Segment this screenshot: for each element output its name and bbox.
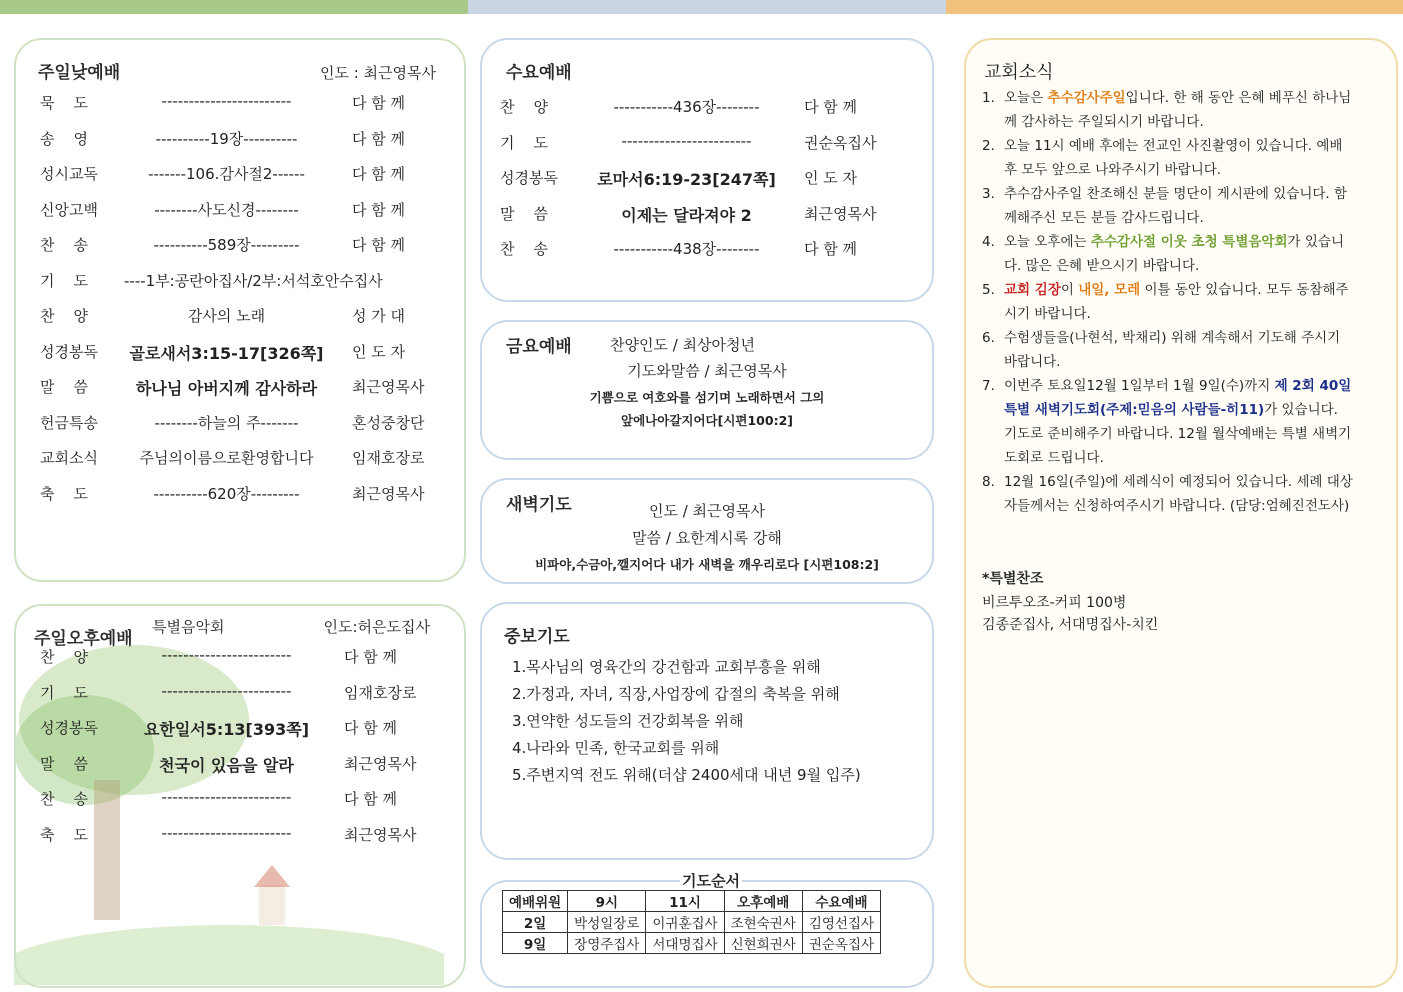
order-row xyxy=(16,163,464,187)
news-item xyxy=(982,326,1354,374)
order-person: 임재호장로 xyxy=(344,683,417,702)
leader-text: 인도 : 최근영목사 xyxy=(319,64,436,82)
order-row xyxy=(16,270,464,294)
news-number: 3. xyxy=(982,186,995,202)
order-label: 말 씀 xyxy=(40,754,89,773)
order-label: 찬 송 xyxy=(500,240,549,258)
panel-title: 교회소식 xyxy=(984,62,1054,83)
order-person: 다 함 께 xyxy=(352,94,406,112)
dawn-line-1: 인도 / 최근영목사 xyxy=(648,502,766,520)
news-item xyxy=(982,86,1354,134)
order-row xyxy=(16,447,464,471)
news-text: 이 xyxy=(1060,282,1079,298)
order-row xyxy=(16,376,464,400)
order-label: 신앙고백 xyxy=(40,200,98,219)
order-label: 헌금특송 xyxy=(40,413,98,432)
news-number: 7. xyxy=(982,378,995,394)
order-row xyxy=(16,483,464,507)
order-person: 다 함 께 xyxy=(804,240,858,258)
order-row xyxy=(16,788,464,812)
order-label: 찬 양 xyxy=(40,648,89,666)
order-label: 말 씀 xyxy=(40,378,89,396)
order-row xyxy=(482,203,932,227)
table-row xyxy=(503,933,881,954)
order-content: 로마서6:19-23[247쪽] xyxy=(597,170,776,189)
order-person: 다 함 께 xyxy=(352,165,406,183)
intercession-item: 1.목사님의 영육간의 강건함과 교회부흥을 위해 xyxy=(512,658,821,676)
news-text: 가 있습니다. 많은 은혜 받으시기 바랍니다. xyxy=(1004,234,1344,274)
news-item xyxy=(982,374,1354,470)
order-person: 최근영목사 xyxy=(344,825,417,844)
order-person: 권순옥집사 xyxy=(804,133,877,152)
order-person: 최근영목사 xyxy=(344,754,417,773)
order-label: 찬 송 xyxy=(40,236,89,254)
order-content: 요한일서5:13[393쪽] xyxy=(143,720,310,739)
order-content: ------------------------ xyxy=(161,681,292,700)
order-row xyxy=(482,238,932,262)
order-content: --------사도신경-------- xyxy=(154,200,299,219)
order-row xyxy=(16,92,464,116)
news-number: 4. xyxy=(982,234,995,250)
special-title: *특별찬조 xyxy=(982,571,1044,587)
friday-line-1: 찬양인도 / 최상아청년 xyxy=(610,336,756,354)
order-label: 말 씀 xyxy=(500,204,549,223)
dawn-line-2: 말씀 / 요한계시록 강해 xyxy=(632,529,782,547)
table-cell: 이귀훈집사 xyxy=(646,912,724,933)
news-item xyxy=(982,230,1354,278)
prayer-order-table xyxy=(502,890,881,954)
table-cell: 조현숙권사 xyxy=(724,912,802,933)
news-text: 오늘 11시 예배 후에는 전교인 사진촬영이 있습니다. 예배 후 모두 앞으로 나와주시기 바랍니다. xyxy=(1004,138,1343,178)
order-label: 교회소식 xyxy=(40,449,98,467)
news-text: 오늘 오후에는 xyxy=(1004,234,1091,250)
sunday-afternoon-panel xyxy=(14,604,466,988)
news-text: 추수감사절 이웃 초청 특별음악회 xyxy=(1090,234,1288,250)
table-header-cell: 11시 xyxy=(646,891,724,912)
news-number: 8. xyxy=(982,474,995,490)
order-row xyxy=(16,305,464,329)
order-person: 다 함 께 xyxy=(344,648,398,666)
order-content: -----------436장-------- xyxy=(613,98,760,116)
panel-title: 새벽기도 xyxy=(506,495,572,515)
leader-text: 인도:허은도집사 xyxy=(323,618,430,636)
order-row xyxy=(482,167,932,191)
order-label: 축 도 xyxy=(40,825,89,844)
order-row xyxy=(482,96,932,120)
news-list xyxy=(982,86,1354,518)
order-content: ------------------------ xyxy=(161,823,292,842)
table-cell: 권순옥집사 xyxy=(802,933,880,954)
order-content: ------------------------ xyxy=(161,92,292,110)
intercession-list xyxy=(512,654,861,789)
order-person: 최근영목사 xyxy=(804,204,877,223)
sunday-morning-panel xyxy=(14,38,466,582)
order-content: 이제는 달라져야 2 xyxy=(621,205,752,225)
news-item xyxy=(982,134,1354,182)
news-text: 이번주 토요일12월 1일부터 1월 9일(수)까지 xyxy=(1004,378,1275,394)
news-text: 추수감사주일 xyxy=(1047,90,1126,106)
news-text: 제 2회 40일 특별 새벽기도회(주제:믿음의 사람들-히11) xyxy=(1004,378,1352,418)
intercession-item: 3.연약한 성도들의 건강회복을 위해 xyxy=(512,712,744,730)
top-bar-orange xyxy=(946,0,1403,14)
order-row xyxy=(16,682,464,706)
order-label: 찬 송 xyxy=(40,790,89,808)
order-person: 혼성중창단 xyxy=(352,413,425,432)
intercession-item: 5.주변지역 전도 위해(더샵 2400세대 내년 9월 입주) xyxy=(512,766,861,784)
order-person: 최근영목사 xyxy=(352,378,425,396)
order-content: ------------------------ xyxy=(621,131,752,150)
order-person: 다 함 께 xyxy=(344,719,398,737)
order-person: 다 함 께 xyxy=(352,236,406,254)
friday-line-2: 기도와말씀 / 최근영목사 xyxy=(627,362,787,380)
order-row xyxy=(16,234,464,258)
news-text: 내일, 모레 xyxy=(1078,282,1141,298)
news-item xyxy=(982,470,1354,518)
special-list xyxy=(982,592,1158,636)
panel-title: 금요예배 xyxy=(506,337,572,357)
order-content: ------------------------ xyxy=(161,646,292,664)
news-text: 입니다. 한 해 동안 은혜 베푸신 하나님께 감사하는 주일되시기 바랍니다. xyxy=(1004,90,1352,130)
order-content: 하나님 아버지께 감사하라 xyxy=(135,379,318,398)
dawn-verse: 비파야,수금아,깰지어다 내가 새벽을 깨우리로다 [시편108:2] xyxy=(535,557,879,572)
order-label: 송 영 xyxy=(40,129,89,148)
table-cell: 9일 xyxy=(503,933,568,954)
order-content: 천국이 있음을 알라 xyxy=(159,755,294,775)
prayer-order-title: 기도순서 xyxy=(682,872,740,890)
news-number: 5. xyxy=(982,282,995,298)
news-text: 12월 16일(주일)에 세례식이 예정되어 있습니다. 세례 대상자들께서는 신청하여주시기 바랍니다. (담당:엄혜진전도사) xyxy=(1004,474,1353,514)
table-cell: 장영주집사 xyxy=(568,933,646,954)
news-text: 오늘은 xyxy=(1004,90,1048,106)
order-person: 다 함 께 xyxy=(804,98,858,116)
table-cell: 서대명집사 xyxy=(646,933,724,954)
top-bar-green xyxy=(0,0,468,14)
order-content: -------106.감사절2------ xyxy=(148,165,305,183)
order-label: 기 도 xyxy=(40,683,89,702)
intercession-item: 2.가정과, 자녀, 직장,사업장에 갑절의 축복을 위해 xyxy=(512,685,840,703)
dawn-prayer-panel xyxy=(480,478,934,584)
special-line: 비르투오조-커피 100병 xyxy=(982,595,1127,611)
friday-verse-1: 기쁨으로 여호와를 섬기며 노래하면서 그의 xyxy=(589,390,825,405)
panel-title: 주일낮예배 xyxy=(38,63,121,83)
order-label: 찬 양 xyxy=(40,307,89,325)
table-cell: 신현희권사 xyxy=(724,933,802,954)
order-content: 골로새서3:15-17[326쪽] xyxy=(129,343,324,363)
panel-title: 수요예배 xyxy=(506,63,572,83)
order-person: 인 도 자 xyxy=(804,169,858,187)
table-header-cell: 수요예배 xyxy=(802,891,880,912)
order-content: --------하늘의 주------- xyxy=(154,413,299,432)
order-person: 임재호장로 xyxy=(352,449,425,467)
order-row xyxy=(16,128,464,152)
order-person: 다 함 께 xyxy=(352,129,406,148)
church-news-panel xyxy=(964,38,1398,988)
order-label: 축 도 xyxy=(40,484,89,503)
order-person: 다 함 께 xyxy=(352,200,406,219)
order-person: 성 가 대 xyxy=(352,307,406,325)
table-cell: 김영선집사 xyxy=(802,912,880,933)
news-text: 이틀 동안 있습니다. 모두 동참해주시기 바랍니다. xyxy=(1004,282,1349,322)
order-label: 성시교독 xyxy=(40,165,98,183)
news-text: 수험생들을(나현석, 박채리) 위해 계속해서 기도해 주시기 바랍니다. xyxy=(1004,330,1341,370)
order-person: 인 도 자 xyxy=(352,342,406,361)
order-label: 성경봉독 xyxy=(500,169,558,187)
news-text: 가 있습니다. 기도로 준비해주기 바랍니다. 12월 월삭예배는 특별 새벽기도회로 드립니다. xyxy=(1004,402,1352,466)
news-text: 추수감사주일 찬조해신 분들 명단이 게시판에 있습니다. 함께해주신 모든 분들 감사드립니다. xyxy=(1004,186,1348,226)
order-label: 성경봉독 xyxy=(40,719,98,737)
order-row xyxy=(482,132,932,156)
order-content: 주님의이름으로환영합니다 xyxy=(139,449,314,467)
order-row xyxy=(16,646,464,670)
news-item xyxy=(982,278,1354,326)
order-person: 다 함 께 xyxy=(344,790,398,808)
order-label: 기 도 xyxy=(40,271,89,290)
news-item xyxy=(982,182,1354,230)
news-number: 2. xyxy=(982,138,995,154)
intercession-item: 4.나라와 민족, 한국교회를 위해 xyxy=(512,739,720,757)
order-content: ----1부:공란아집사/2부:서석호안수집사 xyxy=(124,271,383,290)
table-cell: 박성일장로 xyxy=(568,912,646,933)
news-number: 6. xyxy=(982,330,995,346)
top-bar-blue xyxy=(468,0,946,14)
table-header-cell: 예배위원 xyxy=(503,891,568,912)
order-label: 성경봉독 xyxy=(40,342,98,361)
order-label: 묵 도 xyxy=(40,94,89,112)
order-content: ------------------------ xyxy=(161,788,292,806)
order-row xyxy=(16,341,464,365)
order-label: 기 도 xyxy=(500,133,549,152)
order-label: 찬 양 xyxy=(500,98,549,116)
table-row xyxy=(503,912,881,933)
table-cell: 2일 xyxy=(503,912,568,933)
friday-panel xyxy=(480,320,934,460)
order-row xyxy=(16,717,464,741)
order-row xyxy=(16,824,464,848)
friday-verse-2: 앞에나아갈지어다[시편100:2] xyxy=(621,413,793,428)
order-row xyxy=(16,412,464,436)
special-line: 김종준집사, 서대명집사-치킨 xyxy=(982,617,1159,633)
order-content: -----------438장-------- xyxy=(613,240,760,258)
table-header-cell: 9시 xyxy=(568,891,646,912)
intercession-panel xyxy=(480,602,934,860)
news-text: 교회 김장 xyxy=(1004,282,1061,298)
wednesday-panel xyxy=(480,38,934,302)
panel-title: 중보기도 xyxy=(504,627,570,647)
order-content: ----------589장--------- xyxy=(153,236,300,254)
news-number: 1. xyxy=(982,90,995,106)
table-header-cell: 오후예배 xyxy=(724,891,802,912)
order-row xyxy=(16,753,464,777)
order-row xyxy=(16,199,464,223)
order-content: ----------620장--------- xyxy=(153,484,300,503)
panel-title: 주일오후예배 xyxy=(34,629,133,649)
order-content: ----------19장---------- xyxy=(155,129,298,148)
subtitle-text: 특별음악회 xyxy=(152,618,225,636)
order-content: 감사의 노래 xyxy=(187,307,266,325)
order-person: 최근영목사 xyxy=(352,484,425,503)
